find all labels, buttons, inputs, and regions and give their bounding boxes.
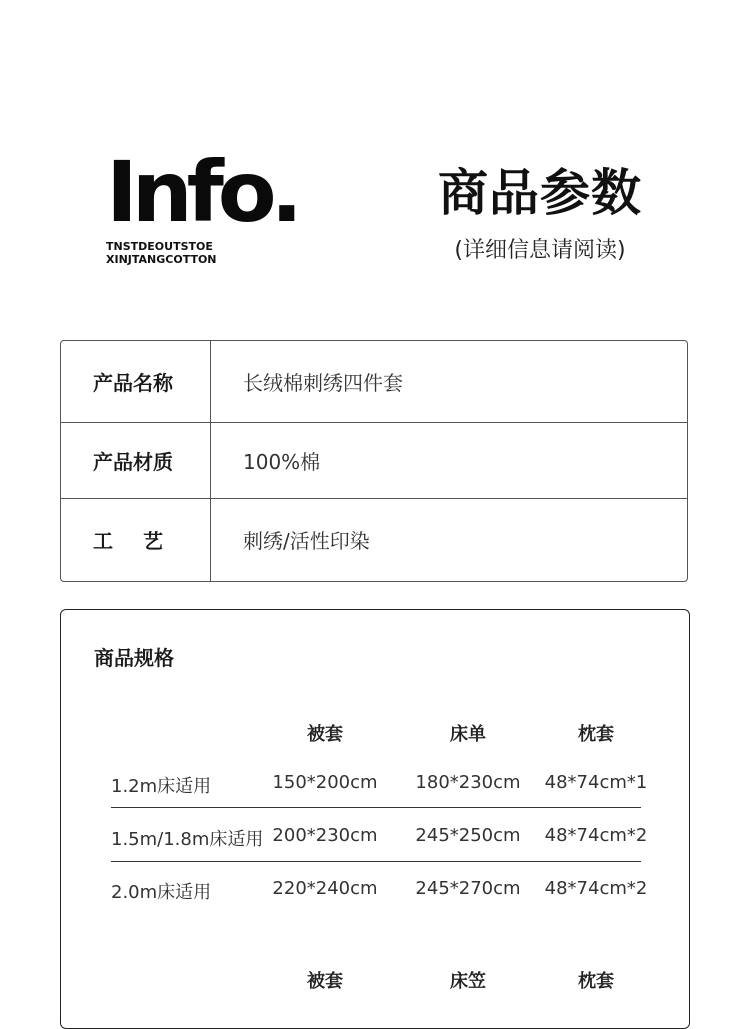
col-header-pillow: 枕套 xyxy=(578,971,614,992)
info-value: 长绒棉刺绣四件套 xyxy=(243,371,403,395)
col-header-pillow: 枕套 xyxy=(578,724,614,745)
col-header-duvet: 被套 xyxy=(307,971,343,992)
spec-duvet: 200*230cm xyxy=(272,825,378,846)
info-label: 产品名称 xyxy=(61,341,211,422)
spec-duvet: 150*200cm xyxy=(272,772,378,793)
info-label: 产品材质 xyxy=(61,422,211,498)
col-header-fitted-sheet: 床笠 xyxy=(450,971,486,992)
logo-subline-1: TNSTDEOUTSTOE xyxy=(106,240,213,253)
spec-sheet: 180*230cm xyxy=(415,772,521,793)
spec-size: 1.2m床适用 xyxy=(111,776,212,797)
spec-pillow: 48*74cm*2 xyxy=(544,878,648,899)
spec-pillow: 48*74cm*1 xyxy=(544,772,648,793)
spec-sheet: 245*270cm xyxy=(415,878,521,899)
info-value: 100%棉 xyxy=(243,449,321,474)
logo-wordmark: Info. xyxy=(106,143,297,241)
row-divider xyxy=(111,861,641,862)
info-row-material xyxy=(61,422,687,499)
spec-size: 2.0m床适用 xyxy=(111,882,212,903)
info-value: 刺绣/活性印染 xyxy=(243,529,370,553)
info-row-name xyxy=(61,341,687,423)
spec-duvet: 220*240cm xyxy=(272,878,378,899)
spec-title: 商品规格 xyxy=(94,646,174,670)
info-row-craft xyxy=(61,498,687,581)
brand-logo xyxy=(106,143,326,266)
spec-sheet: 245*250cm xyxy=(415,825,521,846)
page-title: 商品参数 xyxy=(438,164,642,222)
spec-panel xyxy=(60,609,690,1029)
product-info-table xyxy=(60,340,688,582)
col-header-sheet: 床单 xyxy=(450,724,486,745)
logo-subline-2: XINJTANGCOTTON xyxy=(106,253,217,266)
spec-pillow: 48*74cm*2 xyxy=(544,825,648,846)
col-header-duvet: 被套 xyxy=(307,724,343,745)
info-label: 工艺 xyxy=(61,498,211,581)
row-divider xyxy=(111,807,641,808)
page-subtitle: (详细信息请阅读) xyxy=(454,238,626,263)
section-heading xyxy=(410,162,670,266)
spec-size: 1.5m/1.8m床适用 xyxy=(111,829,264,850)
